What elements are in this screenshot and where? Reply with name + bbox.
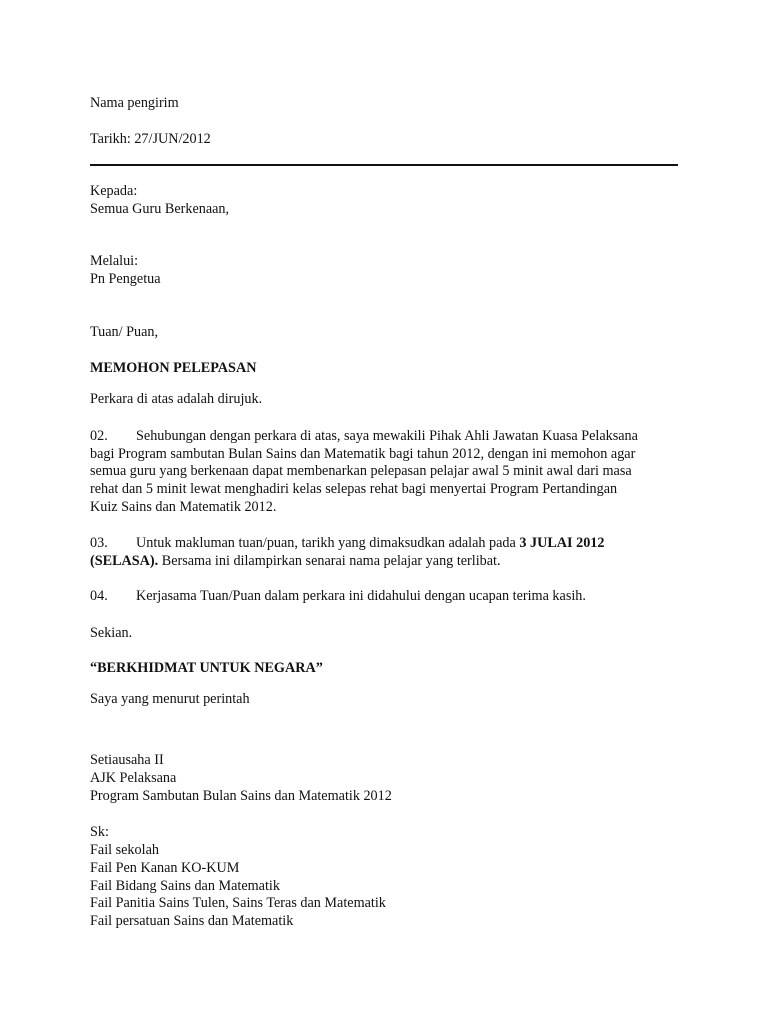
para-02-line-5: Kuiz Sains dan Matematik 2012. (90, 499, 277, 515)
motto: “BERKHIDMAT UNTUK NEGARA” (90, 660, 323, 676)
closing-line: Sekian. (90, 625, 133, 641)
para-04-line (90, 587, 586, 605)
recipient-label: Kepada: (90, 183, 138, 199)
cc-item: Fail sekolah (90, 842, 159, 858)
para-02-line-3: semua guru yang berkenaan dapat membenarkan pelepasan pelajar awal 5 minit awal dari masa (90, 463, 632, 479)
para-03-date-bold: 3 JULAI 2012 (519, 535, 605, 551)
para-03-text-2: Bersama ini dilampirkan senarai nama pelajar yang terlibat. (158, 553, 501, 569)
para-04-number: 04. (90, 588, 108, 604)
reference-line: Perkara di atas adalah dirujuk. (90, 391, 263, 407)
cc-item: Fail Pen Kanan KO-KUM (90, 860, 240, 876)
via-label: Melalui: (90, 253, 139, 269)
signoff: Saya yang menurut perintah (90, 691, 250, 707)
para-02-line-4: rehat dan 5 minit lewat menghadiri kelas selepas rehat bagi menyertai Program Pertandingan (90, 481, 618, 497)
subject-heading: MEMOHON PELEPASAN (90, 360, 257, 376)
para-03-number: 03. (90, 535, 108, 551)
cc-item: Fail Panitia Sains Tulen, Sains Teras dan Matematik (90, 895, 386, 911)
recipient-name: Semua Guru Berkenaan, (90, 201, 230, 217)
para-03-line-2 (90, 552, 501, 570)
letter-date: Tarikh: 27/JUN/2012 (90, 131, 211, 147)
para-04-text: Kerjasama Tuan/Puan dalam perkara ini didahului dengan ucapan terima kasih. (136, 588, 586, 604)
sender-name: Nama pengirim (90, 95, 179, 111)
para-02-text-1: Sehubungan dengan perkara di atas, saya mewakili Pihak Ahli Jawatan Kuasa Pelaksana (136, 428, 638, 444)
signature-committee: AJK Pelaksana (90, 770, 177, 786)
para-02-number: 02. (90, 428, 108, 444)
para-02-line-2: bagi Program sambutan Bulan Sains dan Matematik bagi tahun 2012, dengan ini memohon agar (90, 446, 636, 462)
para-03-day-bold: (SELASA). (90, 553, 159, 569)
header-divider (90, 164, 678, 166)
salutation: Tuan/ Puan, (90, 324, 159, 340)
para-03-line-1 (90, 534, 605, 552)
para-03-text-1: Untuk makluman tuan/puan, tarikh yang dimaksudkan adalah pada (136, 535, 520, 551)
via-name: Pn Pengetua (90, 271, 161, 287)
para-02-line-1 (90, 427, 638, 445)
cc-item: Fail Bidang Sains dan Matematik (90, 878, 280, 894)
cc-label: Sk: (90, 824, 109, 840)
signature-program: Program Sambutan Bulan Sains dan Matematik 2012 (90, 788, 392, 804)
signature-position: Setiausaha II (90, 752, 164, 768)
cc-item: Fail persatuan Sains dan Matematik (90, 913, 294, 929)
